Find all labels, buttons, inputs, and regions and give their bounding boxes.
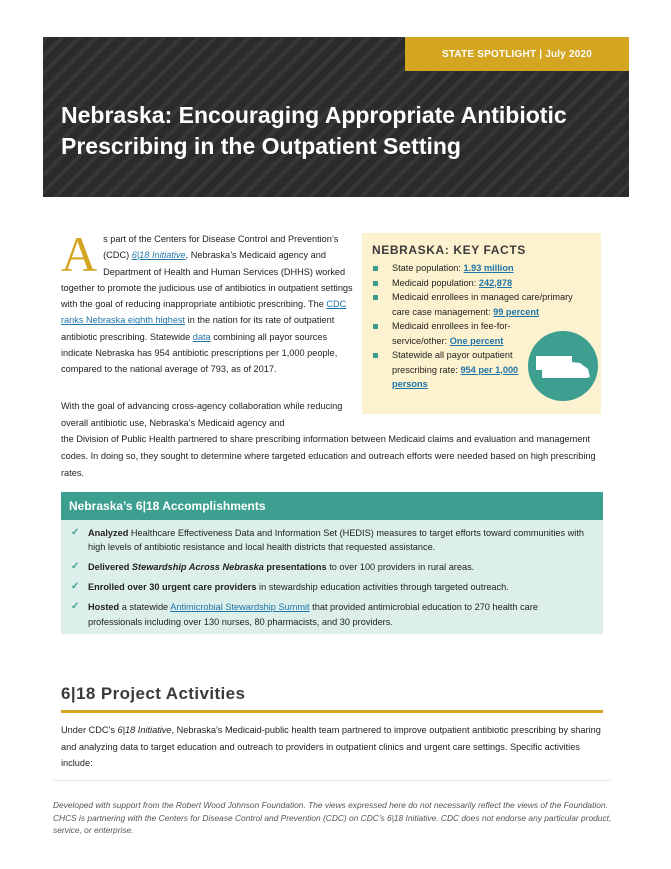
key-facts-box: [362, 233, 601, 414]
bullet-icon: [373, 295, 378, 300]
bullet-icon: [373, 266, 378, 271]
data-link[interactable]: data: [192, 331, 211, 342]
heading-divider: [61, 710, 603, 713]
checkmark-icon: ✓: [71, 581, 80, 593]
paragraph-text: With the goal of advancing cross-agency collaboration while reducing overall antibiotic use, Nebraska’s Medicaid agency and: [61, 401, 343, 428]
intro-text: combining all payor sources indicate Nebraska has 954 antibiotic prescriptions per 1,000 people, compared to the national average of 793, as of 2017.: [61, 331, 338, 375]
bullet-icon: [373, 281, 378, 286]
project-activities-heading: 6|18 Project Activities: [61, 684, 246, 703]
header-banner: [43, 37, 629, 197]
checkmark-icon: ✓: [71, 601, 80, 613]
intro-paragraph: [61, 226, 361, 378]
checkmark-icon: ✓: [71, 527, 80, 538]
cdc-ranks-link[interactable]: CDC ranks Nebraska eighth highest: [61, 299, 347, 326]
key-facts-title: NEBRASKA: KEY FACTS: [372, 243, 526, 257]
checkmark-icon: ✓: [71, 561, 80, 573]
page-title: Nebraska: Encouraging Appropriate Antibiotic Prescribing in the Outpatient Setting: [61, 102, 567, 159]
fact-link[interactable]: 242,878: [478, 277, 513, 288]
initiative-link[interactable]: 6|18 Initiative: [131, 250, 186, 261]
footer-divider: [53, 780, 611, 781]
fact-link[interactable]: 1.93 million: [463, 263, 514, 273]
dropcap: A: [61, 226, 98, 282]
fact-item: Medicaid population: 242,878: [372, 276, 582, 291]
footer-disclaimer: Developed with support from the Robert Wood Johnson Foundation. The views expressed here do not necessarily reflect the views of the Foundation. CHCS is partnering with the Centers for Disease Control and Prevention (CDC) on CDC’s 6|18 Initiative. CDC does not endorse any particular product, service, or enterprise.: [53, 800, 612, 836]
summit-link[interactable]: Antimicrobial Stewardship Summit: [170, 602, 310, 613]
project-paragraph: Under CDC’s 6|18 Initiative, Nebraska’s Medicaid-public health team partnered to improve outpatient antibiotic prescribing by sharing and analyzing data to target education and outreach to providers in outpatient clinics and urgent care settings. Specific activities include:: [61, 725, 601, 769]
accomplishment-item: ✓ Delivered Stewardship Across Nebraska presentations to over 100 providers in rural areas.: [71, 560, 593, 574]
fact-item: State population: 1.93 million: [372, 261, 582, 276]
intro-text: , Nebraska’s Medicaid agency and Department of Health and Human Services (DHHS) worked together to promote the judicious use of antibiotics in outpatient settings with the goal of reducing inappropriate antibiotic prescribing. The: [61, 250, 353, 310]
intro-text: s part of the Centers for Disease Control and Prevention’s (CDC): [103, 234, 339, 261]
intro-text: in the nation for its rate of outpatient antibiotic prescribing. Statewide: [61, 315, 335, 342]
bullet-icon: [373, 353, 378, 358]
fact-link[interactable]: 99 percent: [493, 306, 540, 317]
fact-link[interactable]: 954 per 1,000 persons: [392, 364, 519, 389]
accomplishments-list: [71, 526, 593, 629]
bullet-icon: [373, 324, 378, 329]
paragraph-text: the Division of Public Health partnered to share prescribing information between Medicaid claims and evaluation and management codes. In doing so, they sought to determine where targeted education and outreach efforts were needed based on high prescribing rates.: [61, 434, 596, 478]
accomplishment-item: ✓ Hosted a statewide Antimicrobial Stewardship Summit that provided antimicrobial education to 270 health care professionals including over 130 nurses, 80 pharmacists, and 30 providers.: [71, 601, 538, 627]
accomplishments-heading: Nebraska’s 6|18 Accomplishments: [61, 492, 603, 520]
spotlight-tag: STATE SPOTLIGHT | July 2020: [405, 37, 629, 71]
collaboration-paragraph: [61, 398, 611, 482]
fact-item: Medicaid enrollees in fee-for-service/other: One percent: [372, 319, 520, 348]
fact-item: Medicaid enrollees in managed care/primary care case management: 99 percent: [372, 290, 582, 319]
nebraska-map-icon: [528, 331, 598, 401]
accomplishments-box: [61, 520, 603, 634]
fact-item: Statewide all payor outpatient prescribing rate: 954 per 1,000 persons: [372, 348, 520, 392]
accomplishment-item: ✓ Enrolled over 30 urgent care providers in stewardship education activities through targeted outreach.: [71, 580, 593, 594]
fact-link[interactable]: One percent: [449, 335, 504, 346]
accomplishment-item: ✓ Analyzed Healthcare Effectiveness Data and Information Set (HEDIS) measures to target efforts toward communities with high levels of antibiotic resistance and local health districts that requested assistance.: [71, 527, 585, 553]
